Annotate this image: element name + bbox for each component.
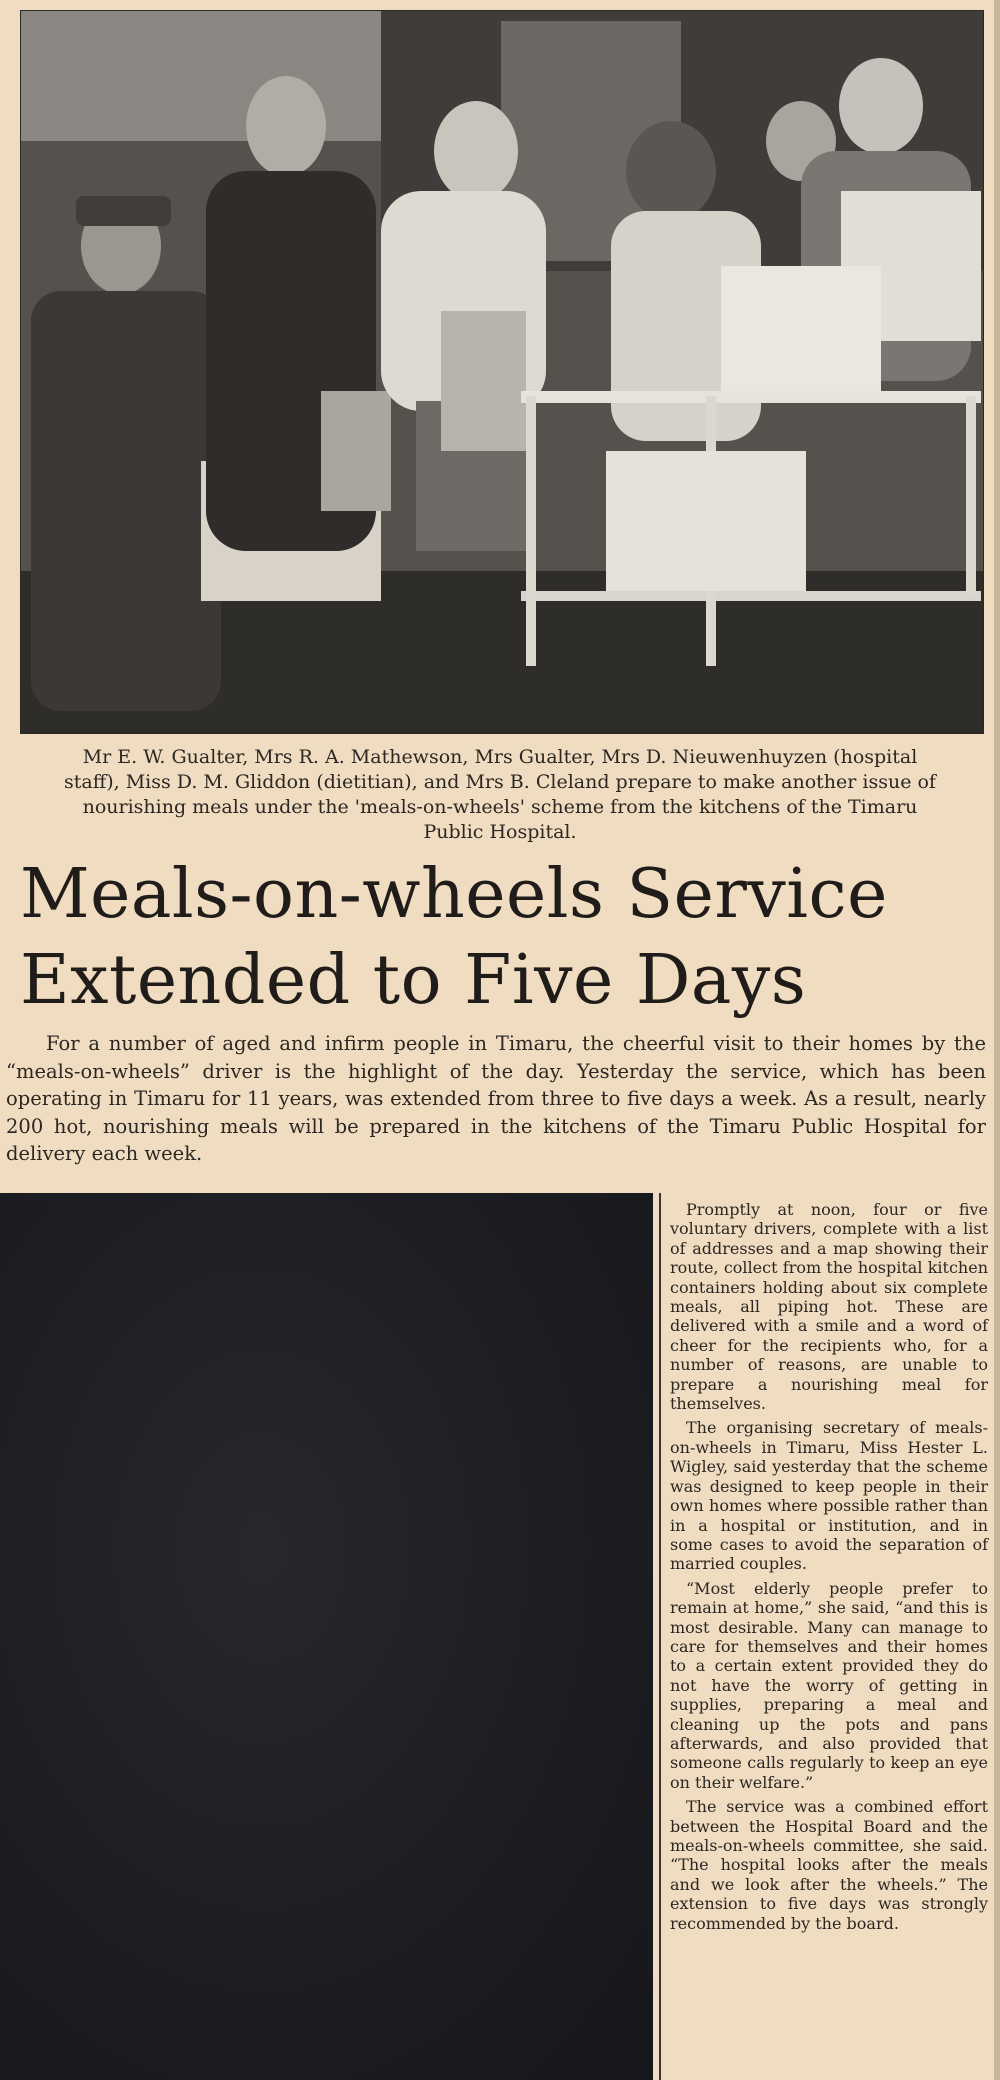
news-photo: [20, 10, 984, 734]
photo-caption: Mr E. W. Gualter, Mrs R. A. Mathewson, Mrs Gualter, Mrs D. Nieuwenhuyzen (hospital staff), Miss D. M. Gliddon (dietitian), and Mrs B. Cleland prepare to make another issue of nourishing meals under the 'meals-on-wheels' scheme from the kitchens of the Timaru Public Hospital.: [64, 746, 936, 843]
column-paragraph-3: “Most elderly people prefer to remain at home,” she said, “and this is most desirable. Many can manage to care for themselves and their homes to a certain extent provided they do not have the worry of getting in supplies, preparing a meal and cleaning up the pots and pans afterwards, and also provided that someone calls regularly to keep an eye on their welfare.”: [670, 1578, 988, 1792]
dark-background-area: [0, 1193, 653, 2080]
column-paragraph-2: The organising secretary of meals-on-wheels in Timaru, Miss Hester L. Wigley, said yesterday that the scheme was designed to keep people in their own homes where possible rather than in a hospital or institution, and in some cases to avoid the separation of married couples.: [670, 1418, 988, 1574]
column-paragraph-4: The service was a combined effort between the Hospital Board and the meals-on-wheels committee, she said. “The hospital looks after the meals and we look after the wheels.” The extension to five days was strongly recommended by the board.: [670, 1797, 988, 1933]
article-column: [670, 1200, 988, 1938]
news-photo-illustration: [21, 11, 983, 733]
lead-paragraph: For a number of aged and infirm people in Timaru, the cheerful visit to their homes by the “meals-on-wheels” driver is the highlight of the day. Yesterday the service, which has been operating in Timaru for 11 years, was extended from three to five days a week. As a result, nearly 200 hot, nourishing meals will be prepared in the kitchens of the Timaru Public Hospital for delivery each week.: [6, 1032, 986, 1165]
headline-line-1: Meals-on-wheels Service: [20, 855, 888, 934]
headline: [20, 852, 980, 1024]
clipping-edge: [994, 0, 1000, 2080]
column-divider: [659, 1193, 661, 2080]
headline-line-2: Extended to Five Days: [20, 941, 807, 1020]
column-paragraph-1: Promptly at noon, four or five voluntary drivers, complete with a list of addresses and a map showing their route, collect from the hospital kitchen containers holding about six complete meals, all piping hot. These are delivered with a smile and a word of cheer for the recipients who, for a number of reasons, are unable to prepare a nourishing meal for themselves.: [670, 1200, 988, 1414]
